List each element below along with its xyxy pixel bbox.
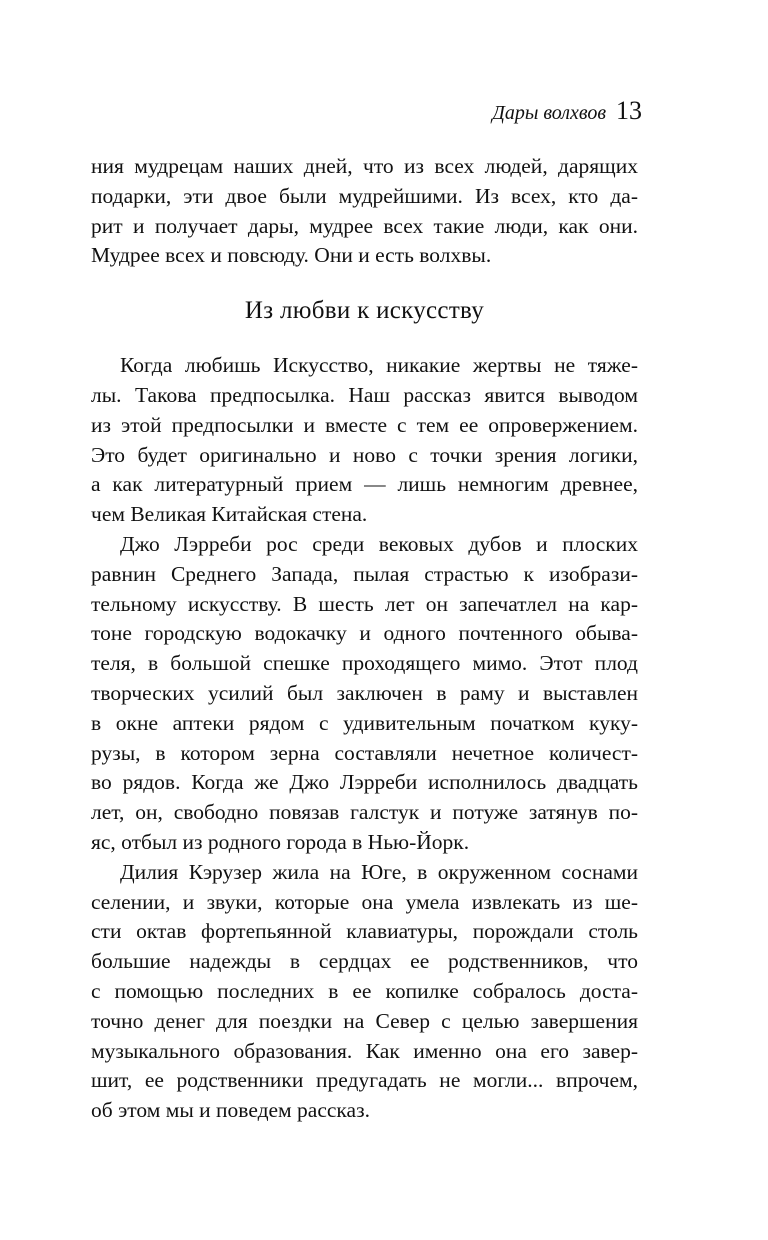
text-line: рузы, в котором зерна составляли нечетное количест- [91,740,638,765]
text-line: равнин Среднего Запада, пылая страстью к изобрази- [91,561,638,586]
text-line: точно денег для поездки на Север с целью завершения [91,1008,638,1033]
text-line: теля, в большой спешке проходящего мимо. Этот плод [91,651,638,676]
text-line: с помощью последних в ее копилке собралось доста- [91,978,638,1003]
text-line: лет, он, свободно повязав галстук и потуже затянув по- [91,800,638,825]
paragraph [91,858,638,1126]
text-line: Дилия Кэрузер жила на Юге, в окруженном соснами [120,859,638,884]
text-line: музыкального образования. Как именно она его завер- [91,1038,638,1063]
text-line: Когда любишь Искусство, никакие жертвы не тяже- [120,353,638,378]
text-line: Мудрее всех и повсюду. Они и есть волхвы. [91,243,492,268]
text-line: тельному искусству. В шесть лет он запечатлел на кар- [91,591,638,616]
text-line: творческих усилий был заключен в раму и выставлен [91,680,638,705]
paragraph [91,530,638,858]
running-head [492,96,642,128]
text-line: подарки, эти двое были мудрейшими. Из всех, кто да- [91,183,638,208]
chapter-title: Из любви к искусству [244,297,485,325]
text-line: во рядов. Когда же Джо Лэрреби исполнилось двадцать [91,770,638,795]
paragraph [91,351,638,530]
text-line: шит, ее родственники предугадать не могли... впрочем, [91,1068,638,1093]
running-title: Дары волхвов [492,102,606,124]
text-line: яс, отбыл из родного города в Нью-Йорк. [91,829,470,854]
text-line: Джо Лэрреби рос среди вековых дубов и плоских [120,531,638,556]
text-line: ния мудрецам наших дней, что из всех людей, дарящих [91,154,638,178]
text-line: большие надежды в сердцах ее родственников, что [91,949,638,974]
text-line: рит и получает дары, мудрее всех такие люди, как они. [91,213,638,238]
text-line: лы. Такова предпосылка. Наш рассказ явится выводом [91,382,638,407]
page-number: 13 [616,96,642,125]
text-line: из этой предпосылки и вместе с тем ее опровержением. [91,412,638,437]
text-line: тоне городскую водокачку и одного почтенного обыва- [91,621,638,646]
text-line: об этом мы и поведем рассказ. [91,1098,370,1123]
text-line: Это будет оригинально и ново с точки зрения логики, [91,442,638,467]
continuation-paragraph [91,152,638,271]
text-line: селении, и звуки, которые она умела извлекать из ше- [91,889,638,914]
text-line: а как литературный прием — лишь немногим древнее, [91,472,638,497]
text-line: в окне аптеки рядом с удивительным початком куку- [91,710,638,735]
text-line: сти октав фортепьянной клавиатуры, порождали столь [91,919,638,944]
text-line: чем Великая Китайская стена. [91,502,368,527]
page-body [91,152,638,1126]
